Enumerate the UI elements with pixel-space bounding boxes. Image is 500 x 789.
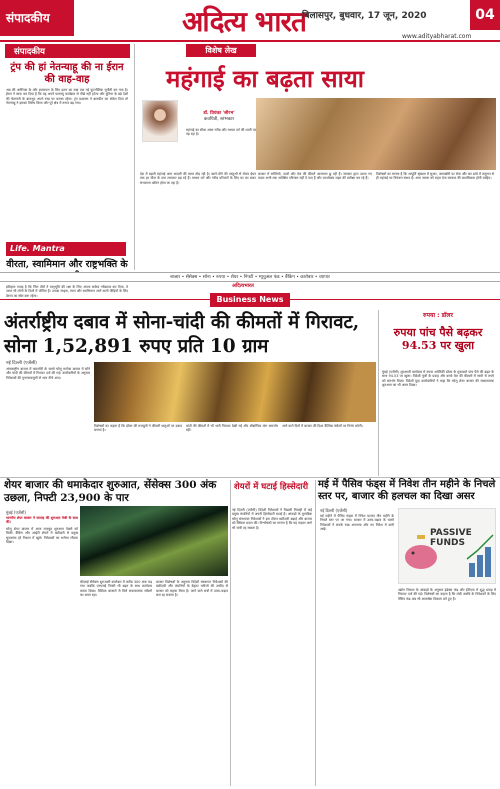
life-mantra-headline: वीरता, स्वामिमान और राष्ट्रभक्ति के xyxy=(6,259,128,270)
gold-column-4: आने वाले दिनों में बाजार की दिशा वैश्विक संकेतों पर निर्भर करेगी। xyxy=(282,424,363,428)
section-title: संपादकीय xyxy=(6,11,50,25)
column-divider xyxy=(378,310,379,476)
shares-column-3: बाजार विशेषज्ञों के अनुसार विदेशी संस्थागत निवेशकों की खरीदारी और कंपनियों के बेहतर नतीजों की उम्मीद से बाजार को सहारा मिला है। आने वाले सत्रों में उतार-चढ़ाव बना रह सकता है। xyxy=(156,580,228,598)
feature-intro-text: महंगाई का सीधा असर गरीब और मध्यम वर्ग की थाली पर पड़ रहा है। xyxy=(186,128,256,137)
dateline: बिलासपुर, बुधवार, 17 जून, 2020 xyxy=(302,11,427,21)
business-news-brand: अदित्यभारत xyxy=(232,283,254,289)
life-mantra-label: Life. Mantra xyxy=(6,242,126,256)
shares-headline: शेयर बाजार की धमाकेदार शुरुआत, सेंसेक्स 300 अंक उछला, निफ्टी 23,900 के पार xyxy=(4,479,217,504)
column-divider xyxy=(134,44,135,270)
topic-strip: बाजार • सेंसेक्स • सोना • रुपया • शेयर • निफ्टी • म्यूचुअल फंड • बैंकिंग • कारोबार • व्यापार xyxy=(0,272,500,282)
author-name: डॉ. प्रियंका 'सौरभ' xyxy=(203,111,235,116)
editorial-label: संपादकीय xyxy=(14,47,45,57)
website-url[interactable]: www.adityabharat.com xyxy=(402,33,472,40)
author-photo xyxy=(142,100,178,142)
author-note: कवयित्री, स्तंभकार xyxy=(203,117,235,122)
business-news-label: Business News xyxy=(210,293,290,307)
rupee-label: रुपया : डॉलर xyxy=(423,312,453,319)
section-rule xyxy=(0,477,500,478)
shares-column-2: बीएसई सेंसेक्स शुरुआती कारोबार में करीब 300 अंक चढ़ गया जबकि एनएसई निफ्टी भी बढ़त के साथ कारोबार करता दिखा। वैश्विक बाजारों से मिले सकारात्मक संकेतों का असर रहा। xyxy=(80,580,152,598)
editorial-headline: ट्रंप की हां नेतन्याहू की ना ईरान की वाह-वाह xyxy=(10,62,124,85)
newspaper-logo: अदित्य भारत xyxy=(182,5,306,38)
feature-label: विशेष लेख xyxy=(186,44,256,57)
gold-jewellery-photo xyxy=(94,362,376,422)
feature-column-3: विशेषज्ञों का मानना है कि आपूर्ति श्रृंखला में सुधार, जमाखोरी पर रोक और कर ढांचे में संतुलन से ही महंगाई पर नियंत्रण संभव है। आम जनता को राहत देना सरकार की प्राथमिकता होनी चाहिए। xyxy=(376,172,494,181)
header-rule xyxy=(0,40,500,42)
gold-column-2: विशेषज्ञों का कहना है कि डॉलर की मजबूती ने कीमती धातुओं पर दबाव बनाया है। xyxy=(94,424,182,433)
shares-highlight: भारतीय शेयर बाजार ने सप्ताह की शुरुआत तेजी के साथ की। xyxy=(6,516,78,525)
feature-headline: महंगाई का बढ़ता साया xyxy=(166,64,365,93)
gold-column-3: चांदी की कीमतों में भी भारी गिरावट देखी गई और औद्योगिक मांग कमजोर रही। xyxy=(186,424,278,433)
gold-headline: अंतर्राष्ट्रीय दबाव में सोना-चांदी की कीमतों में गिरावट, सोना 1,52,891 रुपए प्रति 10 ग्राम xyxy=(4,312,360,357)
market-photo xyxy=(256,98,496,170)
mutual-fund-column-2: उद्योग निकाय के आंकड़ों के अनुसार इंडेक्स फंड और ईटीएफ में शुद्ध प्रवाह में गिरावट दर्ज की गई। विशेषज्ञों का कहना है कि लंबी अवधि के निवेशकों के लिए पैसिव फंड अब भी आकर्षक विकल्प बने हुए हैं। xyxy=(398,588,496,601)
mutual-fund-column-1: मई महीने में पैसिव फंड्स में निवेश घटकर तीन महीने के निचले स्तर पर आ गया। बाजार में उतार-चढ़ाव के चलते निवेशकों ने सतर्क रुख अपनाया और नए निवेश में कमी आई। xyxy=(320,514,394,532)
gold-column-1: अंतरराष्ट्रीय बाजार में कमजोरी के चलते घरेलू सर्राफा बाजार में सोने और चांदी की कीमतों में गिरावट दर्ज की गई। कारोबारियों के अनुसार निवेशकों की मुनाफावसूली से भाव नीचे आए। xyxy=(6,367,90,380)
gold-dateline: नई दिल्ली (एजेंसी) xyxy=(6,361,37,366)
mutual-fund-headline: मई में पैसिव फंड्स में निवेश तीन महीने के निचले स्तर पर, बाजार की हलचल का दिखा असर xyxy=(318,479,496,502)
editorial-body: अब की अमेरिका के और इजरायल के लिए इरान का रुख एक नई कूटनीतिक चुनौती बन गया है। ईरान ने साफ कर दिया है कि वह अपने परमाणु कार्यक्रम से पीछे नहीं हटेगा और दुनिया के बड़े देशों की चेतावनी के बावजूद अपने रुख पर कायम रहेगा। ट्रंप प्रशासन ने बातचीत का संकेत दिया तो नेतन्याहू ने इसका विरोध किया और पूरे क्षेत्र में तनाव बढ़ गया। xyxy=(6,88,128,106)
passive-funds-text: PASSIVE FUNDS xyxy=(430,528,472,548)
holding-headline: शेयरों में घटाई हिस्सेदारी xyxy=(233,482,309,492)
rupee-headline: रुपया पांच पैसे बढ़कर 94.53 पर खुला xyxy=(393,326,483,352)
shares-dateline: मुंबई (एजेंसी) xyxy=(6,510,26,515)
shares-column-1 xyxy=(6,516,78,786)
rupee-body: मुंबई (एजेंसी) शुरुआती कारोबार में रुपया अमेरिकी डॉलर के मुकाबले पांच पैसे की बढ़त के साथ 94.53 पर खुला। विदेशी पूंजी के प्रवाह और कच्चे तेल की कीमतों में नरमी से रुपये को समर्थन मिला। विदेशी मुद्रा कारोबारियों ने कहा कि घरेलू शेयर बाजार की सकारात्मक शुरुआत का भी असर दिखा। xyxy=(382,370,494,388)
page-number: 04 xyxy=(470,0,500,30)
column-divider xyxy=(230,480,231,786)
feature-column-1: देश में बढ़ती महंगाई आम आदमी की कमर तोड़ रही है। खाने-पीने की वस्तुओं से लेकर ईंधन तक हर चीज के दाम लगातार बढ़ रहे हैं। मध्यम वर्ग और गरीब परिवारों के लिए घर का बजट संभालना कठिन होता जा रहा है। xyxy=(140,172,256,185)
author-byline xyxy=(184,111,254,123)
column-divider xyxy=(315,480,316,786)
shares-text-1: घरेलू शेयर बाजार में आज मजबूत शुरुआत देखने को मिली। बैंकिंग और आईटी शेयरों में खरीदारी से प्रमुख सूचकांक हरे निशान में खुले। निवेशकों का भरोसा लौटता दिखा। xyxy=(6,526,78,545)
life-mantra-body: इतिहास गवाह है कि जिन वीरों ने मातृभूमि की रक्षा के लिए अपना सर्वस्व न्योछावर कर दिया, वे आज भी लोगों के दिलों में जीवित हैं। उनका साहस, त्याग और स्वाभिमान आने वाली पीढ़ियों के लिए प्रेरणा का स्रोत बना रहेगा। xyxy=(6,285,128,298)
feature-column-2: बाजार में सब्जियों, दालों और तेल की कीमतें आसमान छू रही हैं। सरकार द्वारा उठाए गए कदम अभी तक अपेक्षित परिणाम नहीं दे पाए हैं और उपभोक्ता राहत की प्रतीक्षा कर रहे हैं। xyxy=(258,172,372,181)
bull-market-photo xyxy=(80,506,228,576)
mutual-fund-dateline: नई दिल्ली (एजेंसी) xyxy=(320,508,348,513)
holding-body: नई दिल्ली (एजेंसी) विदेशी निवेशकों ने पिछली तिमाही में कई प्रमुख कंपनियों में अपनी हिस्सेदारी घटाई है। आंकड़ों के मुताबिक घरेलू संस्थागत निवेशकों ने इस दौरान खरीदारी बढ़ाई और बाजार को स्थिरता प्रदान की। विश्लेषकों का मानना है कि यह रुझान आगे भी जारी रह सकता है। xyxy=(232,508,312,530)
